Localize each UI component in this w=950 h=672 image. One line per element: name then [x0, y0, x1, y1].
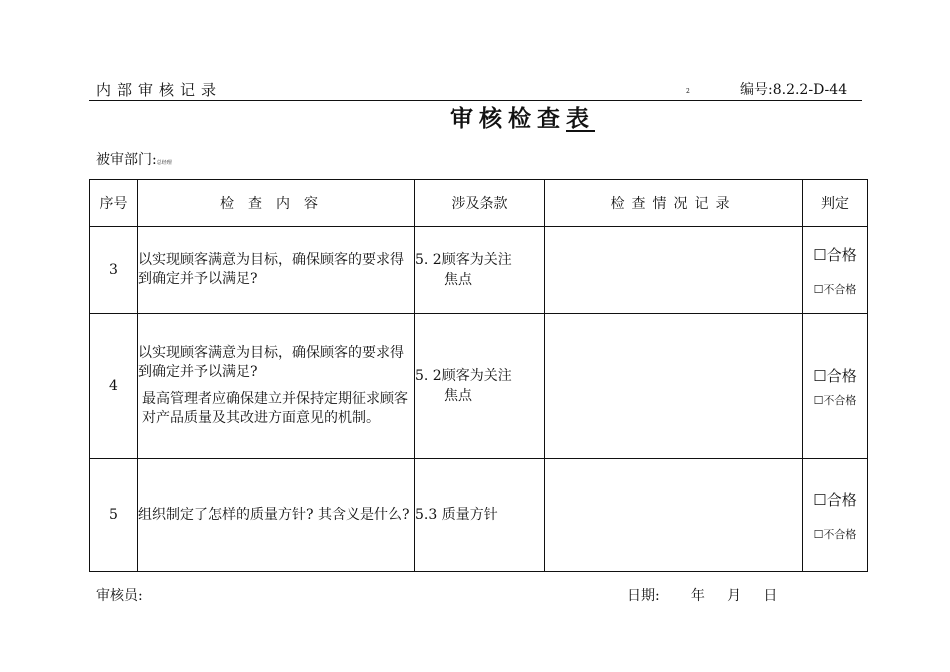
record-cell[interactable] — [545, 459, 803, 572]
col-header-no: 序号 — [90, 180, 138, 227]
table-header-row — [90, 180, 868, 227]
title-underlined: 表 — [566, 105, 595, 132]
row-number: 3 — [90, 227, 138, 314]
audited-department — [96, 149, 172, 169]
check-content-text: 以实现顾客满意为目标，确保顾客的要求得到确定并予以满足? — [138, 345, 404, 380]
clause-cell — [415, 227, 545, 314]
record-cell[interactable] — [545, 227, 803, 314]
year-label: 年 — [690, 588, 705, 604]
verdict-cell — [803, 314, 868, 459]
table-row — [90, 314, 868, 459]
check-content-text: 组织制定了怎样的质量方针? 其含义是什么? — [138, 506, 410, 523]
date-label: 日期: — [627, 588, 660, 604]
check-content — [138, 227, 415, 314]
check-content — [138, 459, 415, 572]
check-content-text-2: 最高管理者应确保建立并保持定期征求顾客对产品质量及其改进方面意见的机制。 — [142, 391, 408, 426]
small-mark: 2 — [686, 88, 690, 95]
audit-checklist-table — [89, 179, 868, 572]
clause-cell — [415, 314, 545, 459]
clause-line-1: 5. 2顾客为关注 — [415, 368, 512, 384]
col-header-content: 检查内容 — [138, 180, 415, 227]
fail-checkbox[interactable]: ☐不合格 — [813, 393, 857, 407]
record-cell[interactable] — [545, 314, 803, 459]
col-header-record: 检查情况记录 — [545, 180, 803, 227]
row-number: 5 — [90, 459, 138, 572]
verdict-cell — [803, 459, 868, 572]
auditor-label: 审核员: — [96, 588, 143, 604]
fail-checkbox[interactable]: ☐不合格 — [813, 282, 857, 296]
verdict-cell — [803, 227, 868, 314]
month-label: 月 — [727, 588, 742, 604]
check-content-text: 以实现顾客满意为目标，确保顾客的要求得到确定并予以满足? — [138, 252, 404, 287]
pass-checkbox[interactable]: ☐合格 — [813, 490, 857, 509]
department-value: 总经理 — [156, 160, 172, 166]
check-content — [138, 314, 415, 459]
day-label: 日 — [763, 588, 778, 604]
record-type-label: 内部审核记录 — [96, 81, 223, 99]
clause-cell — [415, 459, 545, 572]
col-header-clause: 涉及条款 — [415, 180, 545, 227]
clause-line-1: 5.3 质量方针 — [415, 507, 498, 523]
clause-line-2: 焦点 — [444, 388, 472, 404]
department-label: 被审部门: — [96, 152, 157, 168]
page-title — [450, 100, 595, 133]
clause-line-1: 5. 2顾客为关注 — [415, 252, 512, 268]
date-field — [627, 585, 777, 605]
col-header-verdict: 判定 — [803, 180, 868, 227]
document-number: 编号:8.2.2-D-44 — [740, 82, 848, 98]
clause-line-2: 焦点 — [444, 272, 472, 288]
fail-checkbox[interactable]: ☐不合格 — [813, 527, 857, 541]
table-row — [90, 459, 868, 572]
title-main: 审核检查 — [450, 105, 566, 132]
pass-checkbox[interactable]: ☐合格 — [813, 366, 857, 385]
pass-checkbox[interactable]: ☐合格 — [813, 245, 857, 264]
row-number: 4 — [90, 314, 138, 459]
table-row — [90, 227, 868, 314]
